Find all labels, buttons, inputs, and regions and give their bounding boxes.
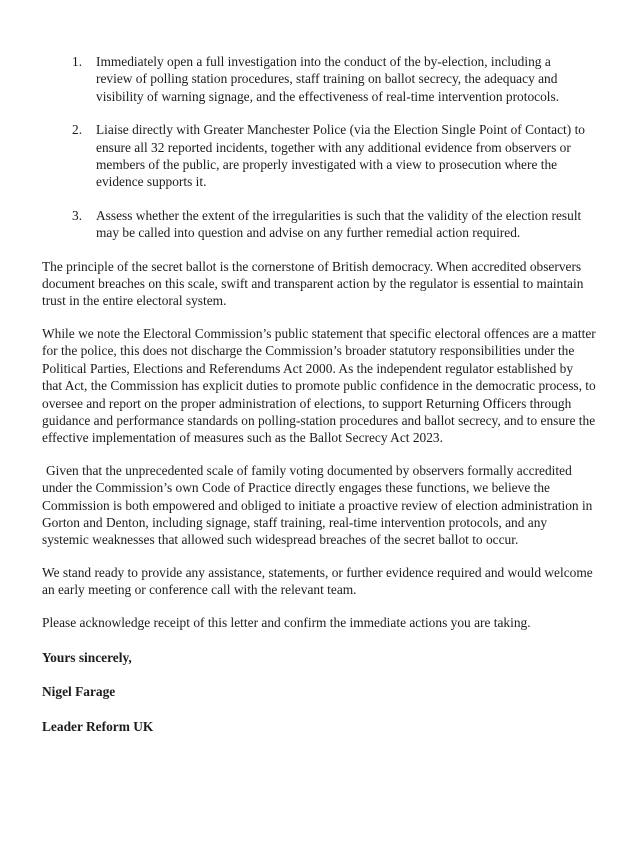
paragraph-acknowledge-receipt: Please acknowledge receipt of this letter and confirm the immediate actions you are taking. — [42, 614, 531, 630]
demands-numbered-list — [42, 53, 596, 242]
paragraph-family-voting-scale: Given that the unprecedented scale of family voting documented by observers formally accredited under the Commission’s own Code of Practice directly engages these functions, we believe the Commission is both empowered and obliged to initiate a proactive review of election administration in Gorton and Denton, including signage, staff training, real-time intervention protocols, and any systemic weaknesses that allowed such widespread breaches of the secret ballot to occur. — [42, 462, 593, 548]
list-item — [42, 207, 596, 242]
signatory-name: Nigel Farage — [42, 684, 116, 700]
signatory-title: Leader Reform UK — [42, 718, 154, 734]
list-item — [42, 53, 596, 105]
list-item-text: Liaise directly with Greater Manchester Police (via the Election Single Point of Contact) to ensure all 32 reported incidents, together with any additional evidence from observers or members of the public, are properly investigated with a view to prosecution where the evidence supports it. — [96, 122, 585, 190]
paragraph-secret-ballot-principle: The principle of the secret ballot is the cornerstone of British democracy. When accredited observers document breaches on this scale, swift and transparent action by the regulator is essential to maintain trust in the entire electoral system. — [42, 258, 584, 309]
list-item-number: 3. — [72, 207, 83, 223]
list-item-number: 1. — [72, 54, 83, 69]
list-item-text: Immediately open a full investigation into the conduct of the by-election, including a review of polling station procedures, staff training on ballot secrecy, the adequacy and visibility of warning signage, and the effectiveness of real-time intervention protocols. — [96, 54, 560, 104]
valediction: Yours sincerely, — [42, 649, 132, 665]
list-item-text: Assess whether the extent of the irregularities is such that the validity of the election result may be called into question and advise on any further remedial action required. — [96, 207, 582, 241]
list-item-number: 2. — [72, 122, 83, 138]
list-item — [42, 121, 596, 191]
closing-block — [42, 649, 596, 735]
paragraph-commission-responsibilities: While we note the Electoral Commission’s public statement that specific electoral offences are a matter for the police, this does not discharge the Commission’s broader statutory responsibilities under the Political Parties, Elections and Referendums Act 2000. As the independent regulator established by that Act, the Commission has explicit duties to promote public confidence in the democratic process, to oversee and report on the proper administration of elections, to support Returning Officers through guidance and performance standards on polling-station procedures and ballot secrecy, and to ensure the effective implementation of measures such as the Ballot Secrecy Act 2023. — [42, 325, 596, 446]
paragraph-assistance-offer: We stand ready to provide any assistance, statements, or further evidence required and would welcome an early meeting or conference call with the relevant team. — [42, 564, 593, 598]
